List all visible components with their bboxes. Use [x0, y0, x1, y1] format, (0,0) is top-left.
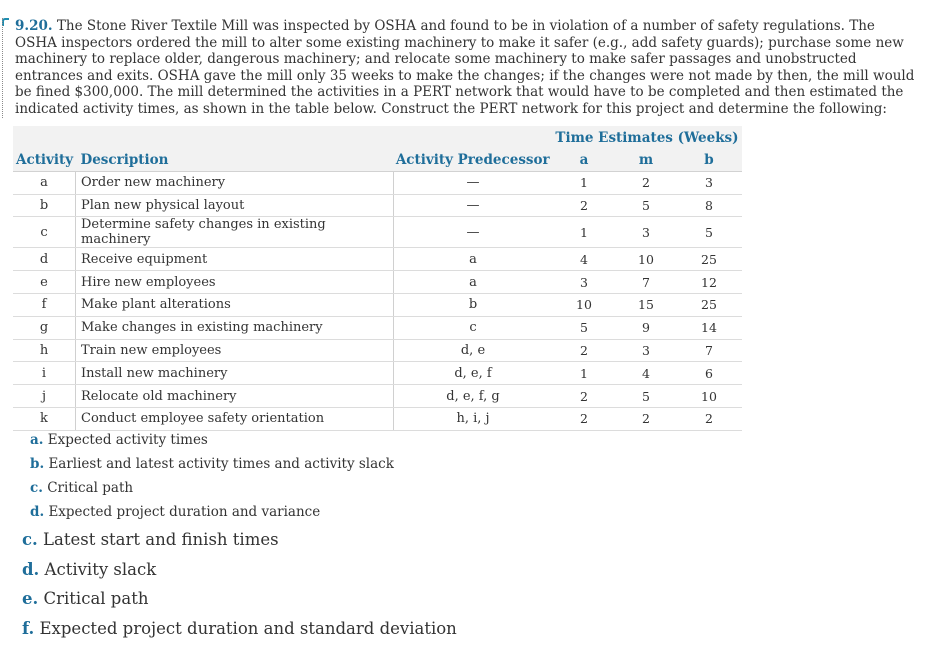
- header-b: b: [676, 149, 742, 171]
- cell-predecessor: d, e, f: [394, 362, 553, 385]
- activity-table-container: [13, 126, 742, 427]
- header-activity: Activity: [13, 149, 76, 171]
- problem-statement: [15, 18, 915, 117]
- cell-m: 4: [616, 362, 676, 385]
- cell-m: 2: [616, 171, 676, 194]
- cell-activity: e: [13, 271, 76, 294]
- cell-description: Conduct employee safety orientation: [76, 407, 394, 430]
- table-row: [13, 407, 742, 430]
- header-description: Description: [76, 149, 394, 171]
- table-row: [13, 339, 742, 362]
- cell-activity: h: [13, 339, 76, 362]
- table-row: [13, 316, 742, 339]
- cell-m: 3: [616, 217, 676, 248]
- cell-predecessor: —: [394, 217, 553, 248]
- cell-m: 15: [616, 293, 676, 316]
- cell-b: 2: [676, 407, 742, 430]
- left-margin-dotted-rule: [2, 18, 6, 118]
- cell-b: 5: [676, 217, 742, 248]
- cell-activity: f: [13, 293, 76, 316]
- cell-predecessor: a: [394, 271, 553, 294]
- cell-description: Receive equipment: [76, 248, 394, 271]
- cell-a: 2: [552, 407, 616, 430]
- cell-m: 9: [616, 316, 676, 339]
- header-m: m: [616, 149, 676, 171]
- cell-b: 7: [676, 339, 742, 362]
- activity-table: [13, 126, 742, 431]
- cell-description: Relocate old machinery: [76, 385, 394, 408]
- table-row: [13, 248, 742, 271]
- cell-a: 2: [552, 194, 616, 217]
- cell-predecessor: a: [394, 248, 553, 271]
- question-item: d. Expected project duration and variance: [30, 504, 321, 520]
- table-row: [13, 171, 742, 194]
- table-header-row: [13, 149, 742, 171]
- cell-activity: g: [13, 316, 76, 339]
- cell-b: 14: [676, 316, 742, 339]
- time-estimates-header: Time Estimates (Weeks): [555, 129, 739, 146]
- cell-a: 1: [552, 362, 616, 385]
- cell-a: 4: [552, 248, 616, 271]
- cell-predecessor: h, i, j: [394, 407, 553, 430]
- cell-predecessor: c: [394, 316, 553, 339]
- cell-a: 5: [552, 316, 616, 339]
- cell-b: 12: [676, 271, 742, 294]
- cell-b: 10: [676, 385, 742, 408]
- table-row: [13, 217, 742, 248]
- question-item: c. Latest start and finish times: [22, 530, 279, 549]
- table-row: [13, 362, 742, 385]
- cell-a: 10: [552, 293, 616, 316]
- table-row: [13, 194, 742, 217]
- cell-description: Hire new employees: [76, 271, 394, 294]
- cell-predecessor: d, e, f, g: [394, 385, 553, 408]
- cell-description: Make plant alterations: [76, 293, 394, 316]
- question-list-small: [30, 428, 394, 524]
- header-a: a: [552, 149, 616, 171]
- cell-m: 3: [616, 339, 676, 362]
- cell-description: Determine safety changes in existing machinery: [76, 217, 394, 248]
- cell-activity: i: [13, 362, 76, 385]
- cell-activity: d: [13, 248, 76, 271]
- cell-description: Make changes in existing machinery: [76, 316, 394, 339]
- cell-a: 3: [552, 271, 616, 294]
- cell-description: Install new machinery: [76, 362, 394, 385]
- cell-predecessor: b: [394, 293, 553, 316]
- question-item: e. Critical path: [22, 589, 149, 609]
- cell-m: 5: [616, 385, 676, 408]
- cell-activity: a: [13, 171, 76, 194]
- question-list-large: [22, 525, 457, 644]
- cell-description: Plan new physical layout: [76, 194, 394, 217]
- cell-b: 3: [676, 171, 742, 194]
- question-item: d. Activity slack: [22, 559, 157, 579]
- cell-m: 7: [616, 271, 676, 294]
- header-predecessor: Activity Predecessor: [394, 149, 553, 171]
- problem-number: 9.20.: [15, 18, 53, 34]
- cell-description: Train new employees: [76, 339, 394, 362]
- question-item: b. Earliest and latest activity times and activity slack: [30, 456, 394, 472]
- cell-a: 1: [552, 171, 616, 194]
- cell-activity: b: [13, 194, 76, 217]
- cell-b: 6: [676, 362, 742, 385]
- table-row: [13, 385, 742, 408]
- question-item: c. Critical path: [30, 480, 134, 496]
- table-row: [13, 271, 742, 294]
- cell-predecessor: —: [394, 171, 553, 194]
- cell-m: 10: [616, 248, 676, 271]
- table-body: [13, 171, 742, 430]
- cell-description: Order new machinery: [76, 171, 394, 194]
- cell-m: 5: [616, 194, 676, 217]
- cell-b: 25: [676, 248, 742, 271]
- problem-text: The Stone River Textile Mill was inspected by OSHA and found to be in violation of a number of safety regulations. The OSHA inspectors ordered the mill to alter some existing machinery to make it safer (e.g., add safety guards); purchase some new machinery to replace older, dangerous machinery; and relocate some machinery to make safer passages and unobstructed entrances and exits. OSHA gave the mill only 35 weeks to make the changes; if the changes were not made by then, the mill would be fined $300,000. The mill determined the activities in a PERT network that would have to be completed and then estimated the indicated activity times, as shown in the table below. Construct the PERT network for this project and determine the following:: [15, 18, 915, 117]
- question-item: f. Expected project duration and standard deviation: [22, 619, 457, 639]
- cell-activity: c: [13, 217, 76, 248]
- cell-activity: j: [13, 385, 76, 408]
- cell-b: 8: [676, 194, 742, 217]
- cell-a: 2: [552, 385, 616, 408]
- table-group-header-row: [13, 126, 742, 149]
- table-row: [13, 293, 742, 316]
- cell-predecessor: d, e: [394, 339, 553, 362]
- cell-a: 2: [552, 339, 616, 362]
- question-item: a. Expected activity times: [30, 432, 208, 448]
- cell-a: 1: [552, 217, 616, 248]
- cell-b: 25: [676, 293, 742, 316]
- cell-m: 2: [616, 407, 676, 430]
- cell-predecessor: —: [394, 194, 553, 217]
- cell-activity: k: [13, 407, 76, 430]
